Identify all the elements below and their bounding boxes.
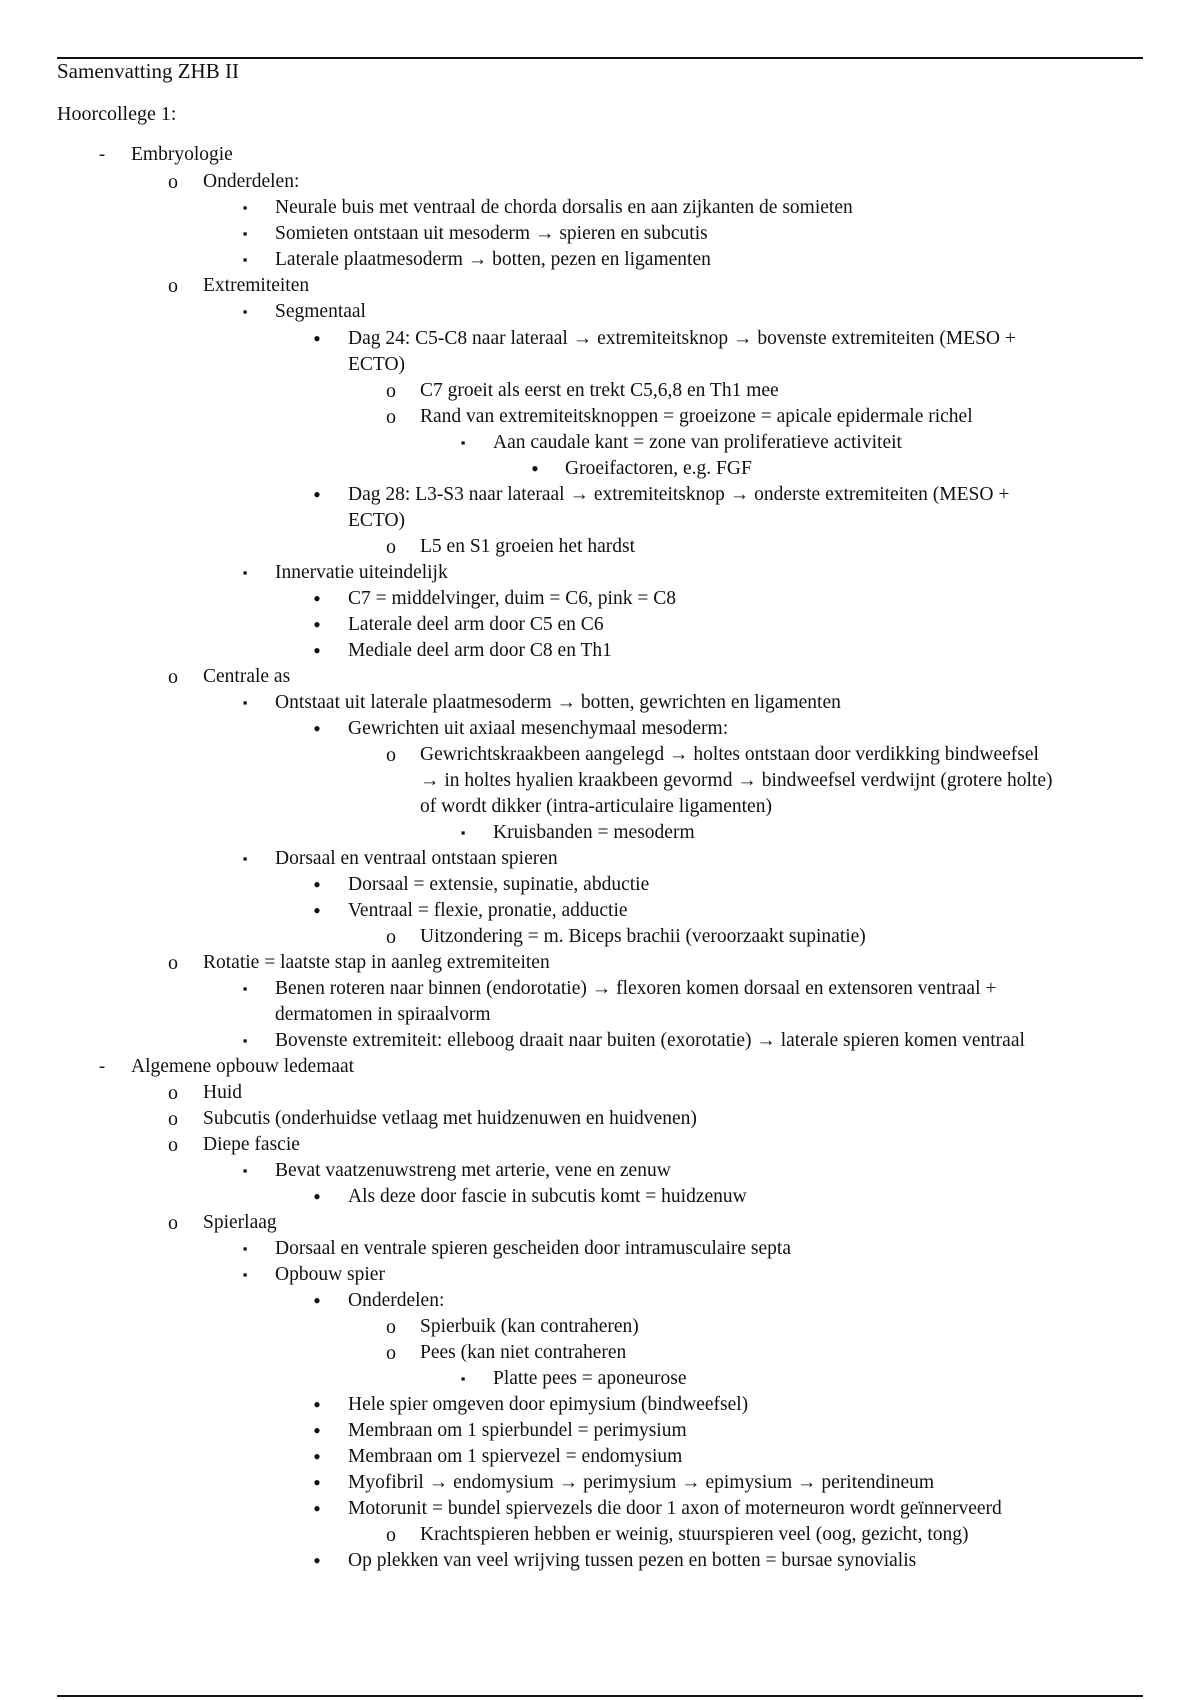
document-title: Samenvatting ZHB II <box>57 59 239 83</box>
circle-bullet: o <box>386 1316 396 1338</box>
square-bullet: ▪ <box>242 226 248 241</box>
outline-line: Platte pees = aponeurose <box>493 1368 687 1389</box>
dot-bullet: • <box>313 326 321 351</box>
outline-line: Uitzondering = m. Biceps brachii (veroorzaakt supinatie) <box>420 926 866 947</box>
outline-line: Pees (kan niet contraheren <box>420 1342 627 1363</box>
outline-line: Gewrichten uit axiaal mesenchymaal mesoderm: <box>348 718 729 739</box>
outline-line: Spierlaag <box>203 1212 277 1233</box>
circle-bullet: o <box>386 1524 396 1546</box>
outline-line: Membraan om 1 spierbundel = perimysium <box>348 1420 687 1441</box>
dot-bullet: • <box>313 1392 321 1417</box>
circle-bullet: o <box>168 275 178 297</box>
outline-line: Aan caudale kant = zone van proliferatieve activiteit <box>493 432 902 453</box>
circle-bullet: o <box>168 1134 178 1156</box>
outline-line: Motorunit = bundel spiervezels die door 1 axon of moterneuron wordt geïnnerveerd <box>348 1498 1002 1519</box>
circle-bullet: o <box>168 1108 178 1130</box>
dot-bullet: • <box>313 716 321 741</box>
outline-line: Laterale plaatmesoderm → botten, pezen en ligamenten <box>275 249 711 270</box>
circle-bullet: o <box>168 666 178 688</box>
square-bullet: ▪ <box>242 981 248 996</box>
square-bullet: ▪ <box>242 695 248 710</box>
dot-bullet: • <box>313 612 321 637</box>
outline-line: Rotatie = laatste stap in aanleg extremiteiten <box>203 952 550 973</box>
square-bullet: ▪ <box>242 565 248 580</box>
outline-line: Dag 28: L3-S3 naar lateraal → extremiteitsknop → onderste extremiteiten (MESO + <box>348 484 1010 505</box>
square-bullet: ▪ <box>242 851 248 866</box>
circle-bullet: o <box>386 406 396 428</box>
circle-bullet: o <box>386 536 396 558</box>
dot-bullet: • <box>313 872 321 897</box>
outline-line: Algemene opbouw ledemaat <box>131 1056 355 1077</box>
outline-line: Onderdelen: <box>203 171 300 192</box>
dash-bullet: - <box>98 1056 106 1077</box>
dash-bullet: - <box>98 144 106 165</box>
outline-line: Ontstaat uit laterale plaatmesoderm → botten, gewrichten en ligamenten <box>275 692 841 713</box>
outline-line: Rand van extremiteitsknoppen = groeizone = apicale epidermale richel <box>420 406 973 427</box>
outline-line: L5 en S1 groeien het hardst <box>420 536 635 557</box>
outline-line: Centrale as <box>203 666 291 687</box>
outline-line: Huid <box>203 1082 242 1103</box>
outline-line: Kruisbanden = mesoderm <box>493 822 695 843</box>
outline-line: C7 groeit als eerst en trekt C5,6,8 en Th1 mee <box>420 380 779 401</box>
outline-line: Diepe fascie <box>203 1134 300 1155</box>
outline-line: Groeifactoren, e.g. FGF <box>565 458 752 479</box>
square-bullet: ▪ <box>460 1371 466 1386</box>
square-bullet: ▪ <box>242 304 248 319</box>
dot-bullet: • <box>313 638 321 663</box>
outline-line: Laterale deel arm door C5 en C6 <box>348 614 604 635</box>
dot-bullet: • <box>313 1496 321 1521</box>
square-bullet: ▪ <box>460 435 466 450</box>
square-bullet: ▪ <box>242 1033 248 1048</box>
dot-bullet: • <box>313 898 321 923</box>
outline-line: Bovenste extremiteit: elleboog draait naar buiten (exorotatie) → laterale spieren komen ventraal <box>275 1030 1025 1051</box>
outline-line: Bevat vaatzenuwstreng met arterie, vene en zenuw <box>275 1160 671 1181</box>
outline-line: Dag 24: C5-C8 naar lateraal → extremiteitsknop → bovenste extremiteiten (MESO + <box>348 328 1016 349</box>
outline-line: Membraan om 1 spiervezel = endomysium <box>348 1446 683 1467</box>
outline-line: Krachtspieren hebben er weinig, stuurspieren veel (oog, gezicht, tong) <box>420 1524 969 1545</box>
square-bullet: ▪ <box>242 1163 248 1178</box>
outline-line: Embryologie <box>131 144 233 165</box>
circle-bullet: o <box>386 926 396 948</box>
outline-line: ECTO) <box>348 510 406 531</box>
outline-line: Segmentaal <box>275 301 366 322</box>
dot-bullet: • <box>531 456 539 481</box>
dot-bullet: • <box>313 1444 321 1469</box>
outline-line: Hele spier omgeven door epimysium (bindweefsel) <box>348 1394 749 1415</box>
circle-bullet: o <box>168 1082 178 1104</box>
outline-line: Neurale buis met ventraal de chorda dorsalis en aan zijkanten de somieten <box>275 197 853 218</box>
dot-bullet: • <box>313 482 321 507</box>
outline-line: Onderdelen: <box>348 1290 445 1311</box>
outline-line: C7 = middelvinger, duim = C6, pink = C8 <box>348 588 676 609</box>
dot-bullet: • <box>313 1288 321 1313</box>
outline-line: Subcutis (onderhuidse vetlaag met huidzenuwen en huidvenen) <box>203 1108 697 1129</box>
outline-line: Somieten ontstaan uit mesoderm → spieren en subcutis <box>275 223 708 244</box>
outline-line: ECTO) <box>348 354 406 375</box>
outline-line: of wordt dikker (intra-articulaire ligamenten) <box>420 796 772 817</box>
outline-line: Myofibril → endomysium → perimysium → epimysium → peritendineum <box>348 1472 935 1493</box>
square-bullet: ▪ <box>242 252 248 267</box>
square-bullet: ▪ <box>460 825 466 840</box>
outline-line: dermatomen in spiraalvorm <box>275 1004 491 1025</box>
circle-bullet: o <box>168 952 178 974</box>
outline-line: Opbouw spier <box>275 1264 385 1285</box>
outline-line: Dorsaal en ventrale spieren gescheiden door intramusculaire septa <box>275 1238 791 1259</box>
outline-line: Als deze door fascie in subcutis komt = huidzenuw <box>348 1186 747 1207</box>
square-bullet: ▪ <box>242 1267 248 1282</box>
dot-bullet: • <box>313 586 321 611</box>
circle-bullet: o <box>386 1342 396 1364</box>
outline-line: Benen roteren naar binnen (endorotatie) → flexoren komen dorsaal en extensoren ventraal + <box>275 978 997 999</box>
circle-bullet: o <box>386 744 396 766</box>
outline-line: Spierbuik (kan contraheren) <box>420 1316 639 1337</box>
outline-line: Gewrichtskraakbeen aangelegd → holtes ontstaan door verdikking bindweefsel <box>420 744 1039 765</box>
outline-line: Dorsaal en ventraal ontstaan spieren <box>275 848 558 869</box>
dot-bullet: • <box>313 1470 321 1495</box>
outline-line: Mediale deel arm door C8 en Th1 <box>348 640 612 661</box>
dot-bullet: • <box>313 1184 321 1209</box>
outline-line: Ventraal = flexie, pronatie, adductie <box>348 900 628 921</box>
lecture-heading: Hoorcollege 1: <box>57 103 177 125</box>
outline-line: Extremiteiten <box>203 275 310 296</box>
outline-line: → in holtes hyalien kraakbeen gevormd → bindweefsel verdwijnt (grotere holte) <box>420 770 1053 791</box>
circle-bullet: o <box>168 1212 178 1234</box>
outline-line: Innervatie uiteindelijk <box>275 562 448 583</box>
dot-bullet: • <box>313 1548 321 1573</box>
bottom-rule <box>57 1695 1143 1697</box>
circle-bullet: o <box>386 380 396 402</box>
square-bullet: ▪ <box>242 200 248 215</box>
square-bullet: ▪ <box>242 1241 248 1256</box>
dot-bullet: • <box>313 1418 321 1443</box>
outline-line: Op plekken van veel wrijving tussen pezen en botten = bursae synovialis <box>348 1550 917 1571</box>
outline-line: Dorsaal = extensie, supinatie, abductie <box>348 874 650 895</box>
circle-bullet: o <box>168 171 178 193</box>
